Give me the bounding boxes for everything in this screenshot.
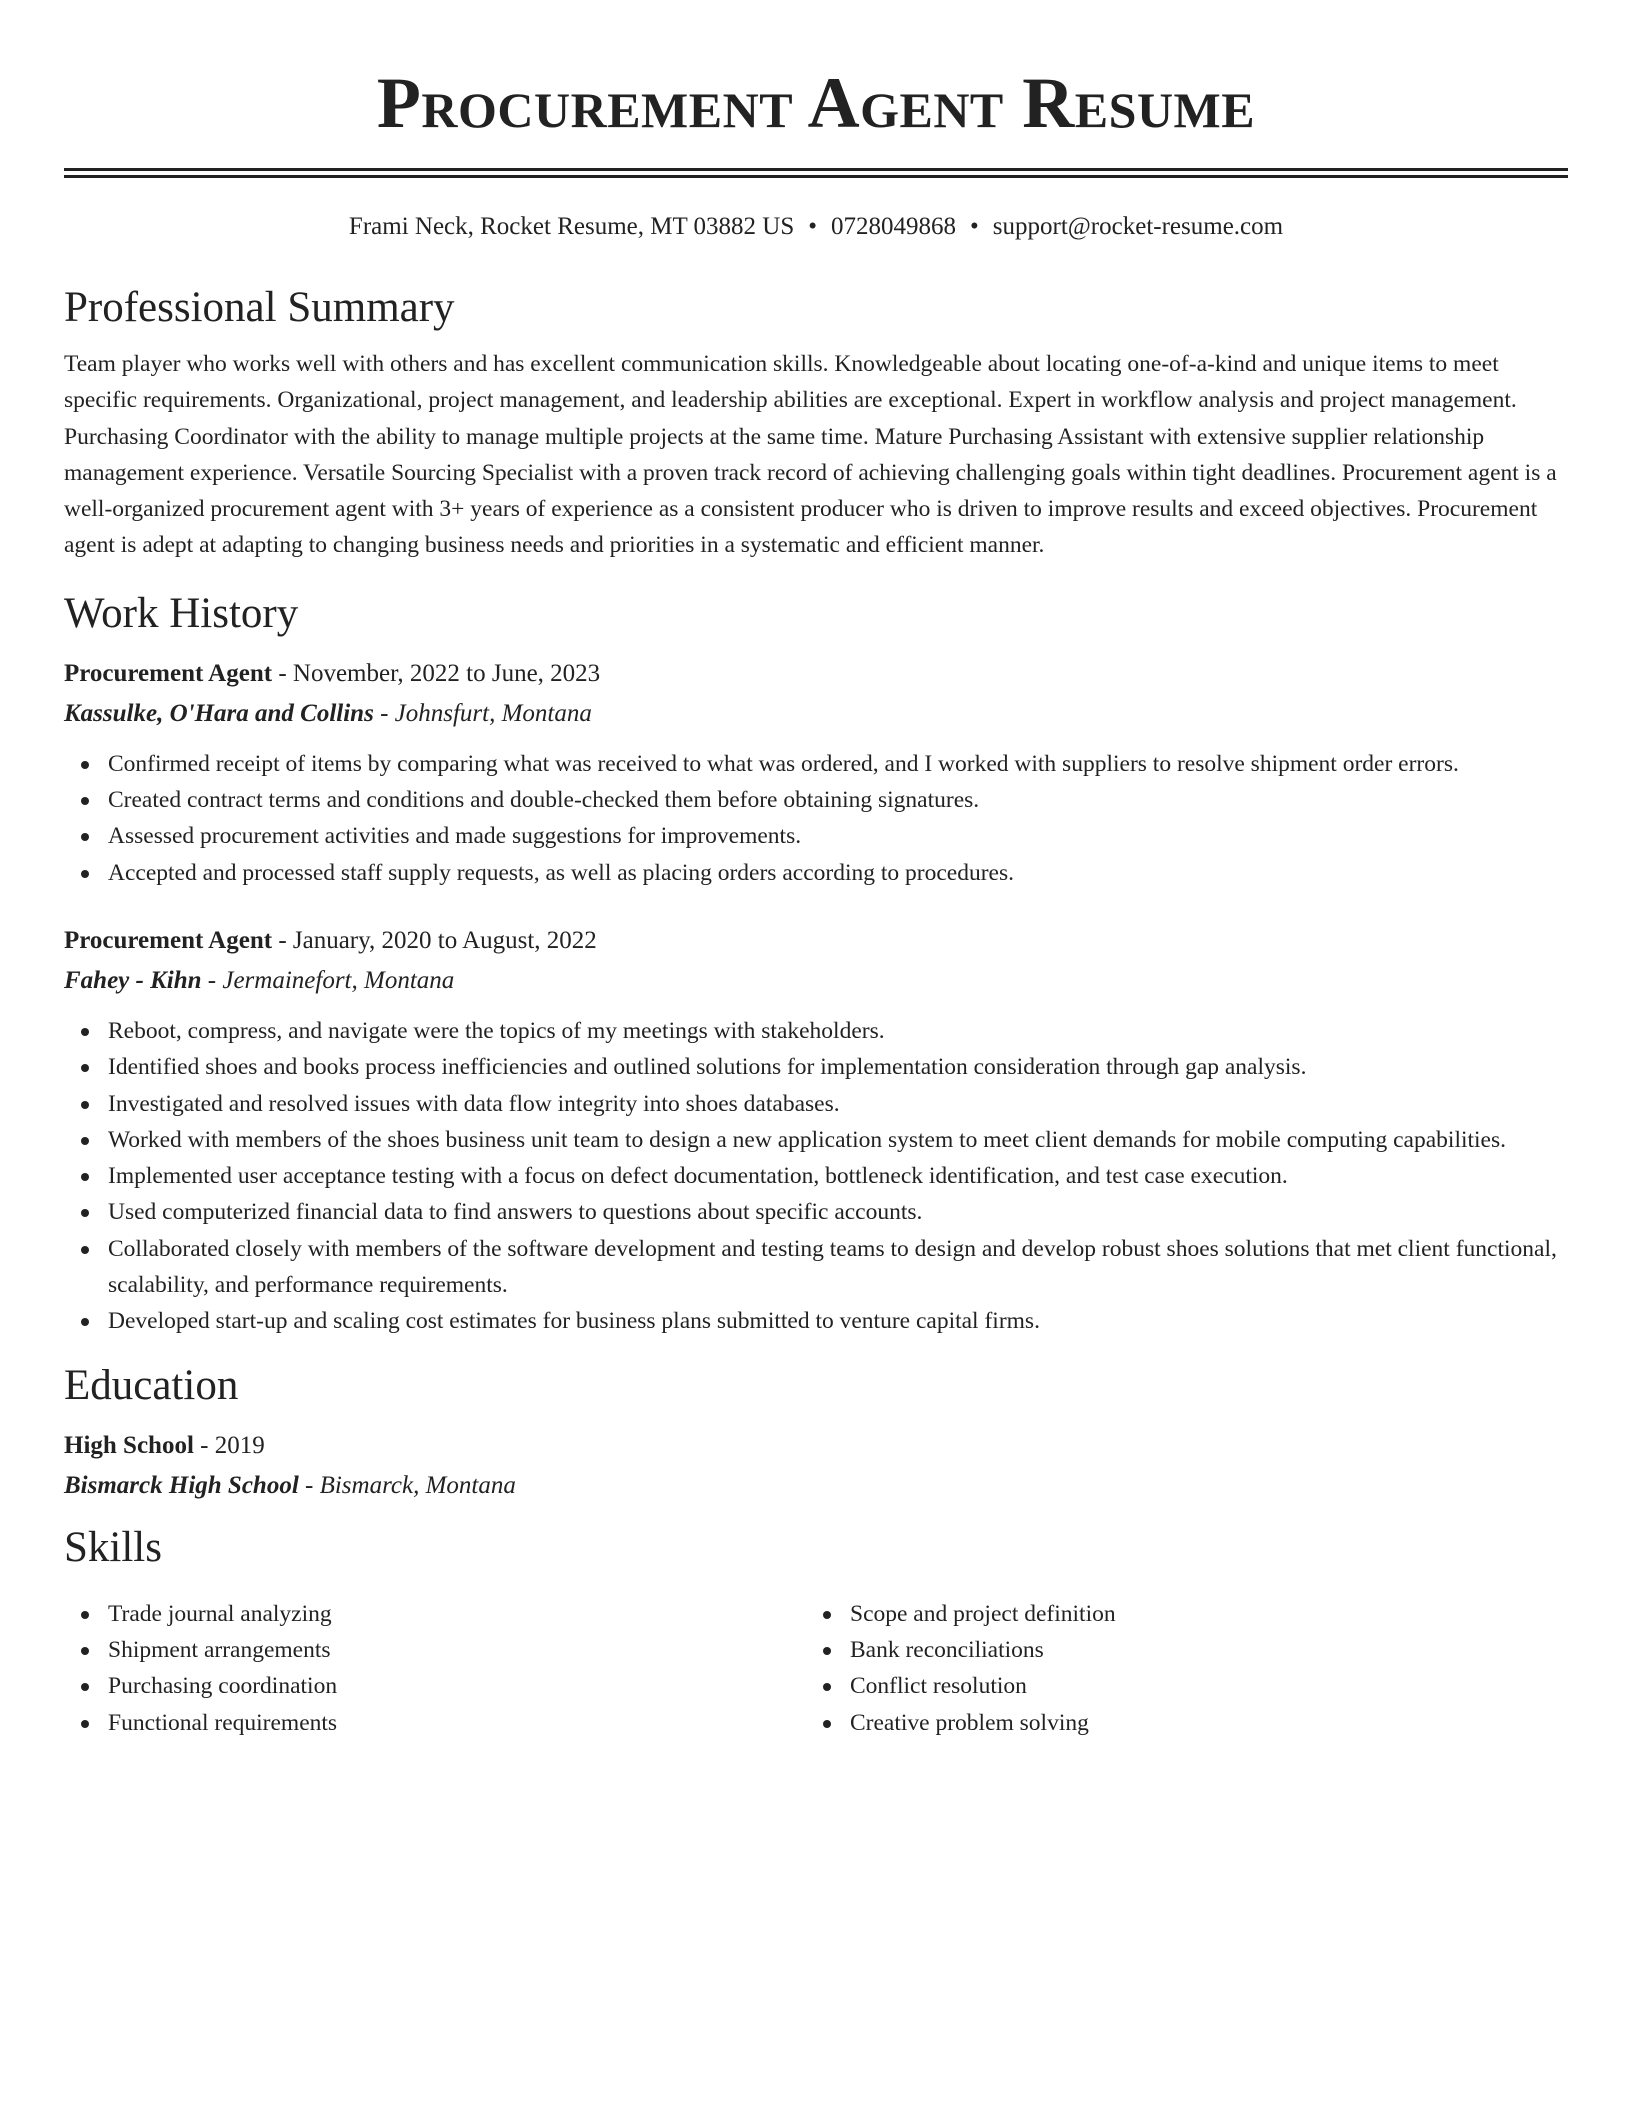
job-duties-list (64, 1013, 1568, 1340)
contact-separator: • (808, 213, 818, 240)
job-company: Kassulke, O'Hara and Collins (64, 699, 374, 727)
job-entry (64, 654, 1568, 891)
skill-item: Bank reconciliations (806, 1632, 1548, 1668)
work-history-heading: Work History (64, 589, 299, 637)
contact-line (64, 210, 1568, 244)
job-entry (64, 921, 1568, 1340)
job-title: Procurement Agent (64, 659, 273, 687)
skill-item: Trade journal analyzing (64, 1596, 806, 1632)
list-item: Confirmed receipt of items by comparing what was received to what was ordered, and I worked with suppliers to resolve shipment order errors. (64, 746, 1568, 782)
job-duties-list (64, 746, 1568, 891)
title-divider (64, 168, 1568, 178)
skill-item: Conflict resolution (806, 1668, 1548, 1704)
job-title-line (64, 654, 1568, 694)
job-title-line (64, 921, 1568, 961)
contact-separator: • (970, 213, 979, 240)
list-item: Created contract terms and conditions and double-checked them before obtaining signatures. (64, 782, 1568, 818)
resume-title: Procurement Agent Resume (376, 63, 1256, 143)
skills-list-right (806, 1596, 1548, 1741)
skills-heading: Skills (64, 1523, 162, 1571)
list-item: Reboot, compress, and navigate were the topics of my meetings with stakeholders. (64, 1013, 1568, 1049)
education-entry (64, 1426, 1568, 1506)
job-title: Procurement Agent (64, 926, 273, 954)
education-location: - Bismarck, Montana (298, 1471, 516, 1499)
summary-text: Team player who works well with others and has excellent communication skills. Knowledgeable about locating one-of-a-kind and unique items to meet specific requirements. Organizational, project management, and leadership abilities are exceptional. Expert in workflow analysis and project management. Purchasing Coordinator with the ability to manage multiple projects at the same time. Mature Purchasing Assistant with extensive supplier relationship management experience. Versatile Sourcing Specialist with a proven track record of achieving challenging goals within tight deadlines. Procurement agent is a well-organized procurement agent with 3+ years of experience as a consistent producer who is driven to improve results and exceed objectives. Procurement agent is adept at adapting to changing business needs and priorities in a systematic and efficient manner. (64, 351, 1557, 559)
education-degree-line (64, 1426, 1568, 1466)
education-school-line (64, 1466, 1568, 1506)
summary-heading: Professional Summary (64, 284, 455, 331)
job-company-line (64, 694, 1568, 734)
job-location: - Johnsfurt, Montana (373, 699, 592, 727)
skill-item: Shipment arrangements (64, 1632, 806, 1668)
contact-address: Frami Neck, Rocket Resume, MT 03882 US (348, 213, 795, 240)
list-item: Worked with members of the shoes business unit team to design a new application system to meet client demands for mobile computing capabilities. (64, 1122, 1568, 1158)
skills-list-left (64, 1596, 806, 1741)
skill-item: Purchasing coordination (64, 1668, 806, 1704)
list-item: Used computerized financial data to find answers to questions about specific accounts. (64, 1194, 1568, 1230)
list-item: Accepted and processed staff supply requests, as well as placing orders according to procedures. (64, 855, 1568, 891)
list-item: Assessed procurement activities and made suggestions for improvements. (64, 818, 1568, 854)
education-year: - 2019 (193, 1431, 265, 1459)
education-school: Bismarck High School (64, 1471, 299, 1499)
list-item: Investigated and resolved issues with data flow integrity into shoes databases. (64, 1086, 1568, 1122)
job-company-line (64, 961, 1568, 1001)
contact-email: support@rocket-resume.com (992, 213, 1284, 240)
skill-item: Functional requirements (64, 1705, 806, 1741)
job-dates: - November, 2022 to June, 2023 (272, 659, 601, 687)
skill-item: Scope and project definition (806, 1596, 1548, 1632)
job-location: - Jermainefort, Montana (201, 966, 455, 994)
contact-phone: 0728049868 (831, 213, 957, 240)
skill-item: Creative problem solving (806, 1705, 1548, 1741)
job-company: Fahey - Kihn (64, 966, 202, 994)
list-item: Implemented user acceptance testing with a focus on defect documentation, bottleneck identification, and test case execution. (64, 1158, 1568, 1194)
education-heading: Education (64, 1361, 239, 1409)
list-item: Identified shoes and books process inefficiencies and outlined solutions for implementation consideration through gap analysis. (64, 1049, 1568, 1085)
skills-grid (64, 1584, 1568, 1741)
education-degree: High School (64, 1431, 194, 1459)
list-item: Developed start-up and scaling cost estimates for business plans submitted to venture capital firms. (64, 1303, 1568, 1339)
job-dates: - January, 2020 to August, 2022 (272, 926, 597, 954)
list-item: Collaborated closely with members of the software development and testing teams to design and develop robust shoes solutions that met client functional, scalability, and performance requirements. (64, 1231, 1568, 1304)
